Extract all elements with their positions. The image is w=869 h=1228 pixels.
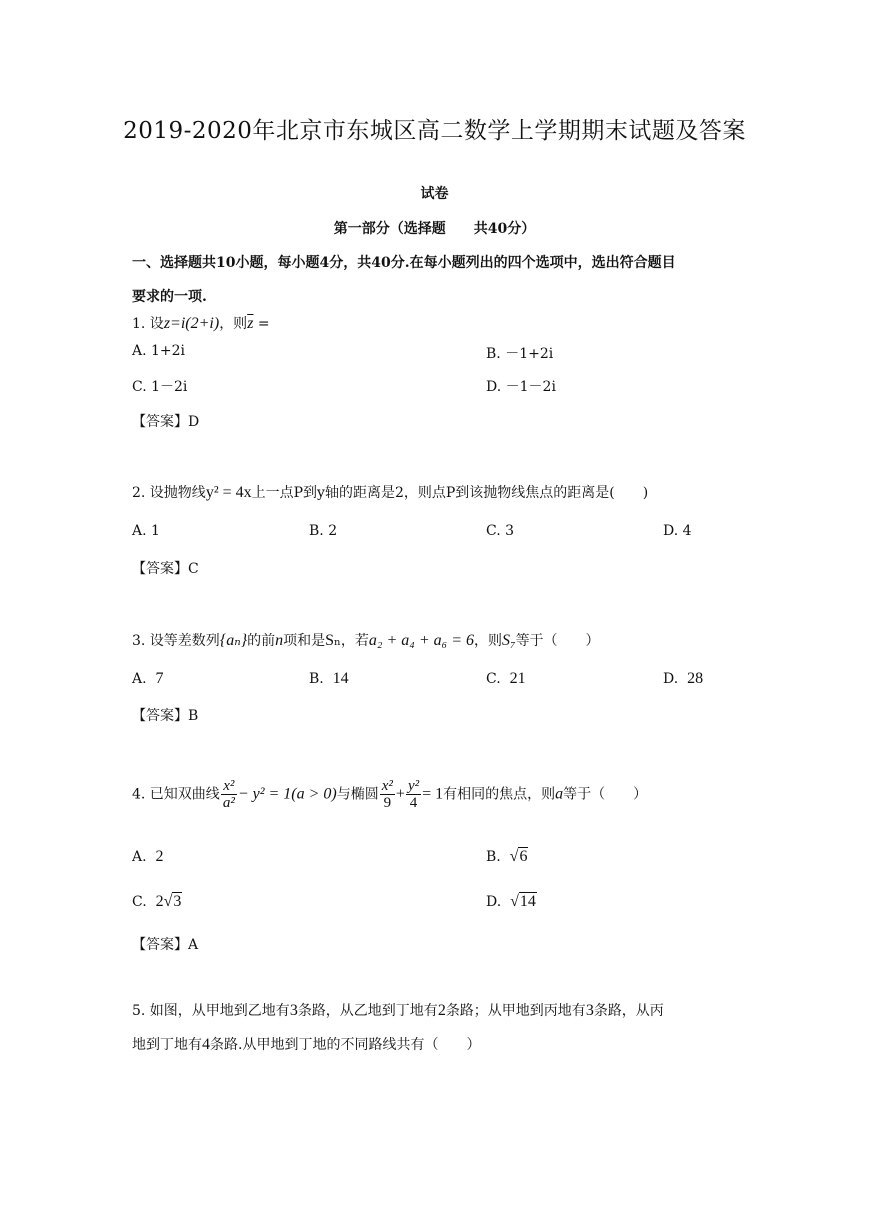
question-2-option-d: D. 4 <box>663 523 692 539</box>
question-1-answer: 【答案】D <box>132 414 200 430</box>
question-1-option-b: B. －1+2i <box>486 346 554 362</box>
hyperbola-fraction: $\frac{\text{x²}}{\text{a²}}$ <box>222 778 235 811</box>
question-2-stem: 2. 设抛物线y² = 4x上一点P到y轴的距离是2，则点P到该抛物线焦点的距离是( ) <box>132 484 649 501</box>
question-2-option-a: A. 1 <box>132 523 160 539</box>
question-2-answer: 【答案】C <box>132 561 199 577</box>
question-4-option-d: D. √14 <box>486 893 536 910</box>
question-4-option-c: C. 2√3 <box>132 893 182 910</box>
question-1-option-a: A. 1+2i <box>132 343 186 359</box>
question-3-answer: 【答案】B <box>132 708 199 724</box>
sqrt-symbol: √14 <box>510 893 536 910</box>
ellipse-fraction-x: $\frac{\text{x²}}{9}$ <box>381 778 393 811</box>
question-3-option-a: A. 7 <box>132 670 164 687</box>
paper-subtitle: 试卷 <box>420 186 449 202</box>
question-4-answer: 【答案】A <box>132 937 199 953</box>
question-5-stem-line1: 5. 如图，从甲地到乙地有3条路，从乙地到丁地有2条路；从甲地到丙地有3条路，从丙 <box>132 1002 664 1019</box>
question-4-option-a: A. 2 <box>132 848 164 865</box>
question-1-option-d: D. －1－2i <box>486 379 556 395</box>
question-4-stem: 4. 已知双曲线 $\frac{\text{x²}}{\text{a²}}$ − y² = 1(a > 0)与椭圆 $\frac{\text{x²}}{9}$ + $\frac{\text{y²}}{4}$ = 1有相同的焦点，则a等于（ ） <box>132 778 648 811</box>
question-5-stem-line2: 地到丁地有4条路.从甲地到丁地的不同路线共有（ ） <box>132 1036 481 1053</box>
ellipse-fraction-y: $\frac{\text{y²}}{4}$ <box>407 778 420 811</box>
part-heading: 第一部分（选择题 共40分） <box>333 221 536 237</box>
question-3-option-d: D. 28 <box>663 670 704 687</box>
question-1-option-c: C. 1－2i <box>132 379 188 395</box>
section-instruction-line2: 要求的一项. <box>132 289 207 305</box>
question-2-option-c: C. 3 <box>486 523 515 539</box>
sqrt-symbol: √6 <box>509 848 528 865</box>
section-instruction-line1: 一、选择题共10小题，每小题4分，共40分.在每小题列出的四个选项中，选出符合题目 <box>132 255 676 271</box>
document-title: 2019-2020年北京市东城区高二数学上学期期末试题及答案 <box>123 118 746 144</box>
question-3-option-c: C. 21 <box>486 670 526 687</box>
question-3-stem: 3. 设等差数列{aₙ}的前n项和是Sₙ，若a₂ + a₄ + a₆ = 6，则S₇等于（ ） <box>132 632 600 649</box>
question-4-option-b: B. √6 <box>486 848 528 865</box>
question-3-option-b: B. 14 <box>309 670 349 687</box>
sqrt-symbol: √3 <box>163 893 182 910</box>
question-2-option-b: B. 2 <box>309 523 338 539</box>
question-1-stem: 1. 设z=i(2+i)，则$\overline{z}$ = <box>132 315 270 332</box>
